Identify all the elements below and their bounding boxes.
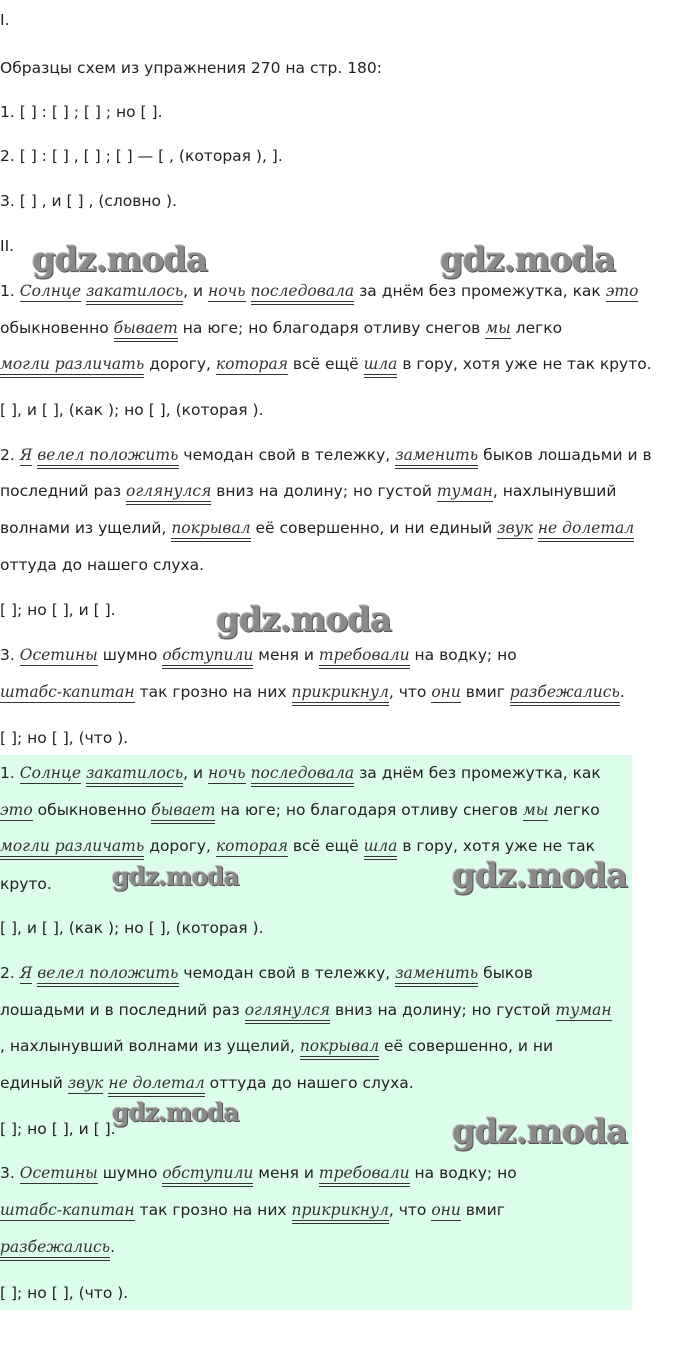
sentence-3-line-1 (0, 645, 517, 665)
text: , нахлынувший (492, 482, 617, 500)
answer-2-line-1 (0, 963, 533, 983)
answer-2-line-3 (0, 1036, 553, 1056)
text: на юге; но благодаря отливу снегов (215, 801, 523, 819)
subject: Осетины (19, 1164, 98, 1182)
subject: которая (215, 837, 288, 855)
predicate: могли различать (0, 837, 144, 860)
sentence-number: 2. (0, 964, 15, 982)
predicate: шла (364, 837, 398, 860)
text: , что (388, 1201, 432, 1219)
text: шумно (97, 1164, 163, 1182)
text: , нахлынувший волнами из ущелий, (0, 1037, 300, 1055)
subject: звук (67, 1074, 104, 1092)
answer-1-line-4: круто. (0, 875, 52, 893)
watermark-logo: gdz.moda (452, 856, 628, 896)
predicate: покрывал (300, 1037, 379, 1060)
predicate: прикрикнул (292, 1201, 389, 1224)
text: вниз на долину; но густой (330, 1001, 556, 1019)
answer-2-line-2 (0, 1000, 612, 1020)
section-1-intro: Образцы схем из упражнения 270 на стр. 180: (0, 59, 383, 77)
text: чемодан свой в тележку, (178, 964, 396, 982)
text: легко (510, 319, 563, 337)
predicate: последовала (251, 282, 355, 305)
text (246, 764, 251, 782)
predicate: велел положить (37, 446, 178, 469)
text: за днём без промежутка, как (354, 764, 601, 782)
answer-3-scheme: [ ]; но [ ], (что ). (0, 1284, 129, 1302)
scheme-2: 2. [ ] : [ ] , [ ] ; [ ] — [ , (которая ), ]. (0, 147, 283, 165)
predicate: обступили (162, 1164, 253, 1187)
text: за днём без промежутка, как (354, 282, 606, 300)
text: её совершенно, и ни (379, 1037, 554, 1055)
text: оттуда до нашего слуха. (204, 1074, 414, 1092)
subject: это (605, 282, 639, 300)
predicate: требовали (319, 646, 410, 669)
text: меня и (253, 1164, 319, 1182)
predicate: обступили (162, 646, 253, 669)
text: меня и (253, 646, 319, 664)
text: в гору, хотя уже не так круто. (397, 355, 652, 373)
subject: штабс-капитан (0, 683, 135, 701)
text: быков лошадьми и в (478, 446, 652, 464)
text: дорогу, (144, 837, 216, 855)
text: так грозно на них (134, 683, 292, 701)
subject: ночь (208, 764, 246, 782)
answer-1-scheme: [ ], и [ ], (как ); но [ ], (которая ). (0, 919, 264, 937)
sentence-1-line-2 (0, 318, 562, 338)
answer-1-line-1 (0, 763, 601, 783)
watermark-logo: gdz.moda (32, 240, 208, 280)
text: дорогу, (144, 355, 216, 373)
predicate: могли различать (0, 355, 144, 378)
subject: Я (19, 964, 33, 982)
sentence-2-scheme: [ ]; но [ ], и [ ]. (0, 601, 116, 619)
text: , что (388, 683, 432, 701)
predicate: покрывал (171, 519, 250, 542)
answer-2-scheme: [ ]; но [ ], и [ ]. (0, 1120, 116, 1138)
text: . (619, 683, 625, 701)
text: . (110, 1238, 116, 1256)
sentence-number: 1. (0, 282, 15, 300)
text: волнами из ущелий, (0, 519, 172, 537)
text: на водку; но (409, 1164, 517, 1182)
predicate: закатилось (86, 764, 183, 787)
text: в гору, хотя уже не так (397, 837, 595, 855)
answer-3-line-1 (0, 1163, 517, 1183)
subject: штабс-капитан (0, 1201, 135, 1219)
text: её совершенно, и ни единый (250, 519, 498, 537)
sentence-number: 1. (0, 764, 15, 782)
text: всё ещё (287, 355, 364, 373)
subject: это (0, 801, 33, 819)
section-2-label: II. (0, 237, 15, 255)
predicate: заменить (395, 964, 478, 987)
text: обыкновенно (37, 801, 152, 819)
sentence-number: 3. (0, 646, 15, 664)
predicate: оглянулся (245, 1001, 330, 1024)
subject: ночь (208, 282, 246, 300)
text: единый (0, 1074, 68, 1092)
predicate: заменить (395, 446, 478, 469)
sentence-2-line-3 (0, 518, 634, 538)
text (246, 282, 251, 300)
text: последний раз (0, 482, 127, 500)
sentence-2-line-2 (0, 481, 616, 501)
text: на водку; но (409, 646, 517, 664)
subject: туман (555, 1001, 612, 1019)
subject: которая (215, 355, 288, 373)
watermark-logo: gdz.moda (452, 1112, 628, 1152)
predicate: не долетал (108, 1074, 204, 1097)
text: на юге; но благодаря отливу снегов (177, 319, 486, 337)
predicate: разбежались (0, 1238, 110, 1261)
predicate: закатилось (86, 282, 183, 305)
predicate: бывает (151, 801, 215, 824)
subject: Осетины (19, 646, 98, 664)
sentence-1-line-3 (0, 354, 652, 374)
predicate: оглянулся (126, 482, 211, 505)
subject: они (431, 1201, 461, 1219)
predicate: бывает (114, 319, 178, 342)
text: , и (183, 282, 208, 300)
sentence-number: 3. (0, 1164, 15, 1182)
sentence-2-line-4: оттуда до нашего слуха. (0, 556, 205, 574)
subject: мы (485, 319, 511, 337)
subject: они (431, 683, 461, 701)
sentence-3-line-2 (0, 682, 625, 702)
subject: Я (19, 446, 33, 464)
answer-1-line-2 (0, 800, 600, 820)
watermark-logo: gdz.moda (216, 600, 392, 640)
watermark-logo: gdz.moda (112, 1098, 239, 1127)
answer-3-line-2 (0, 1200, 505, 1220)
subject: мы (522, 801, 549, 819)
subject: Солнце (19, 764, 81, 782)
answer-2-line-4 (0, 1073, 414, 1093)
text: вмиг (460, 683, 510, 701)
text: вниз на долину; но густой (211, 482, 437, 500)
subject: туман (436, 482, 493, 500)
text: , и (183, 764, 208, 782)
predicate: прикрикнул (292, 683, 389, 706)
answer-3-line-3 (0, 1237, 115, 1257)
predicate: разбежались (510, 683, 620, 706)
scheme-1: 1. [ ] : [ ] ; [ ] ; но [ ]. (0, 103, 163, 121)
predicate: требовали (319, 1164, 410, 1187)
subject: Солнце (19, 282, 81, 300)
text: всё ещё (287, 837, 364, 855)
scheme-3: 3. [ ] , и [ ] , (словно ). (0, 192, 177, 210)
predicate: велел положить (37, 964, 178, 987)
text: обыкновенно (0, 319, 114, 337)
text: вмиг (460, 1201, 505, 1219)
sentence-1-scheme: [ ], и [ ], (как ); но [ ], (которая ). (0, 401, 264, 419)
text: лошадьми и в последний раз (0, 1001, 245, 1019)
subject: звук (497, 519, 533, 537)
watermark-logo: gdz.moda (112, 862, 239, 891)
sentence-number: 2. (0, 446, 15, 464)
sentence-3-scheme: [ ]; но [ ], (что ). (0, 729, 129, 747)
text: легко (548, 801, 600, 819)
text: быков (478, 964, 533, 982)
sentence-1-line-1 (0, 281, 638, 301)
predicate: шла (364, 355, 398, 378)
text: шумно (97, 646, 163, 664)
text: чемодан свой в тележку, (178, 446, 396, 464)
answer-1-line-3 (0, 836, 595, 856)
predicate: последовала (251, 764, 355, 787)
watermark-logo: gdz.moda (440, 240, 616, 280)
text: так грозно на них (134, 1201, 292, 1219)
section-1-label: I. (0, 11, 10, 29)
sentence-2-line-1 (0, 445, 652, 465)
predicate: не долетал (538, 519, 634, 542)
